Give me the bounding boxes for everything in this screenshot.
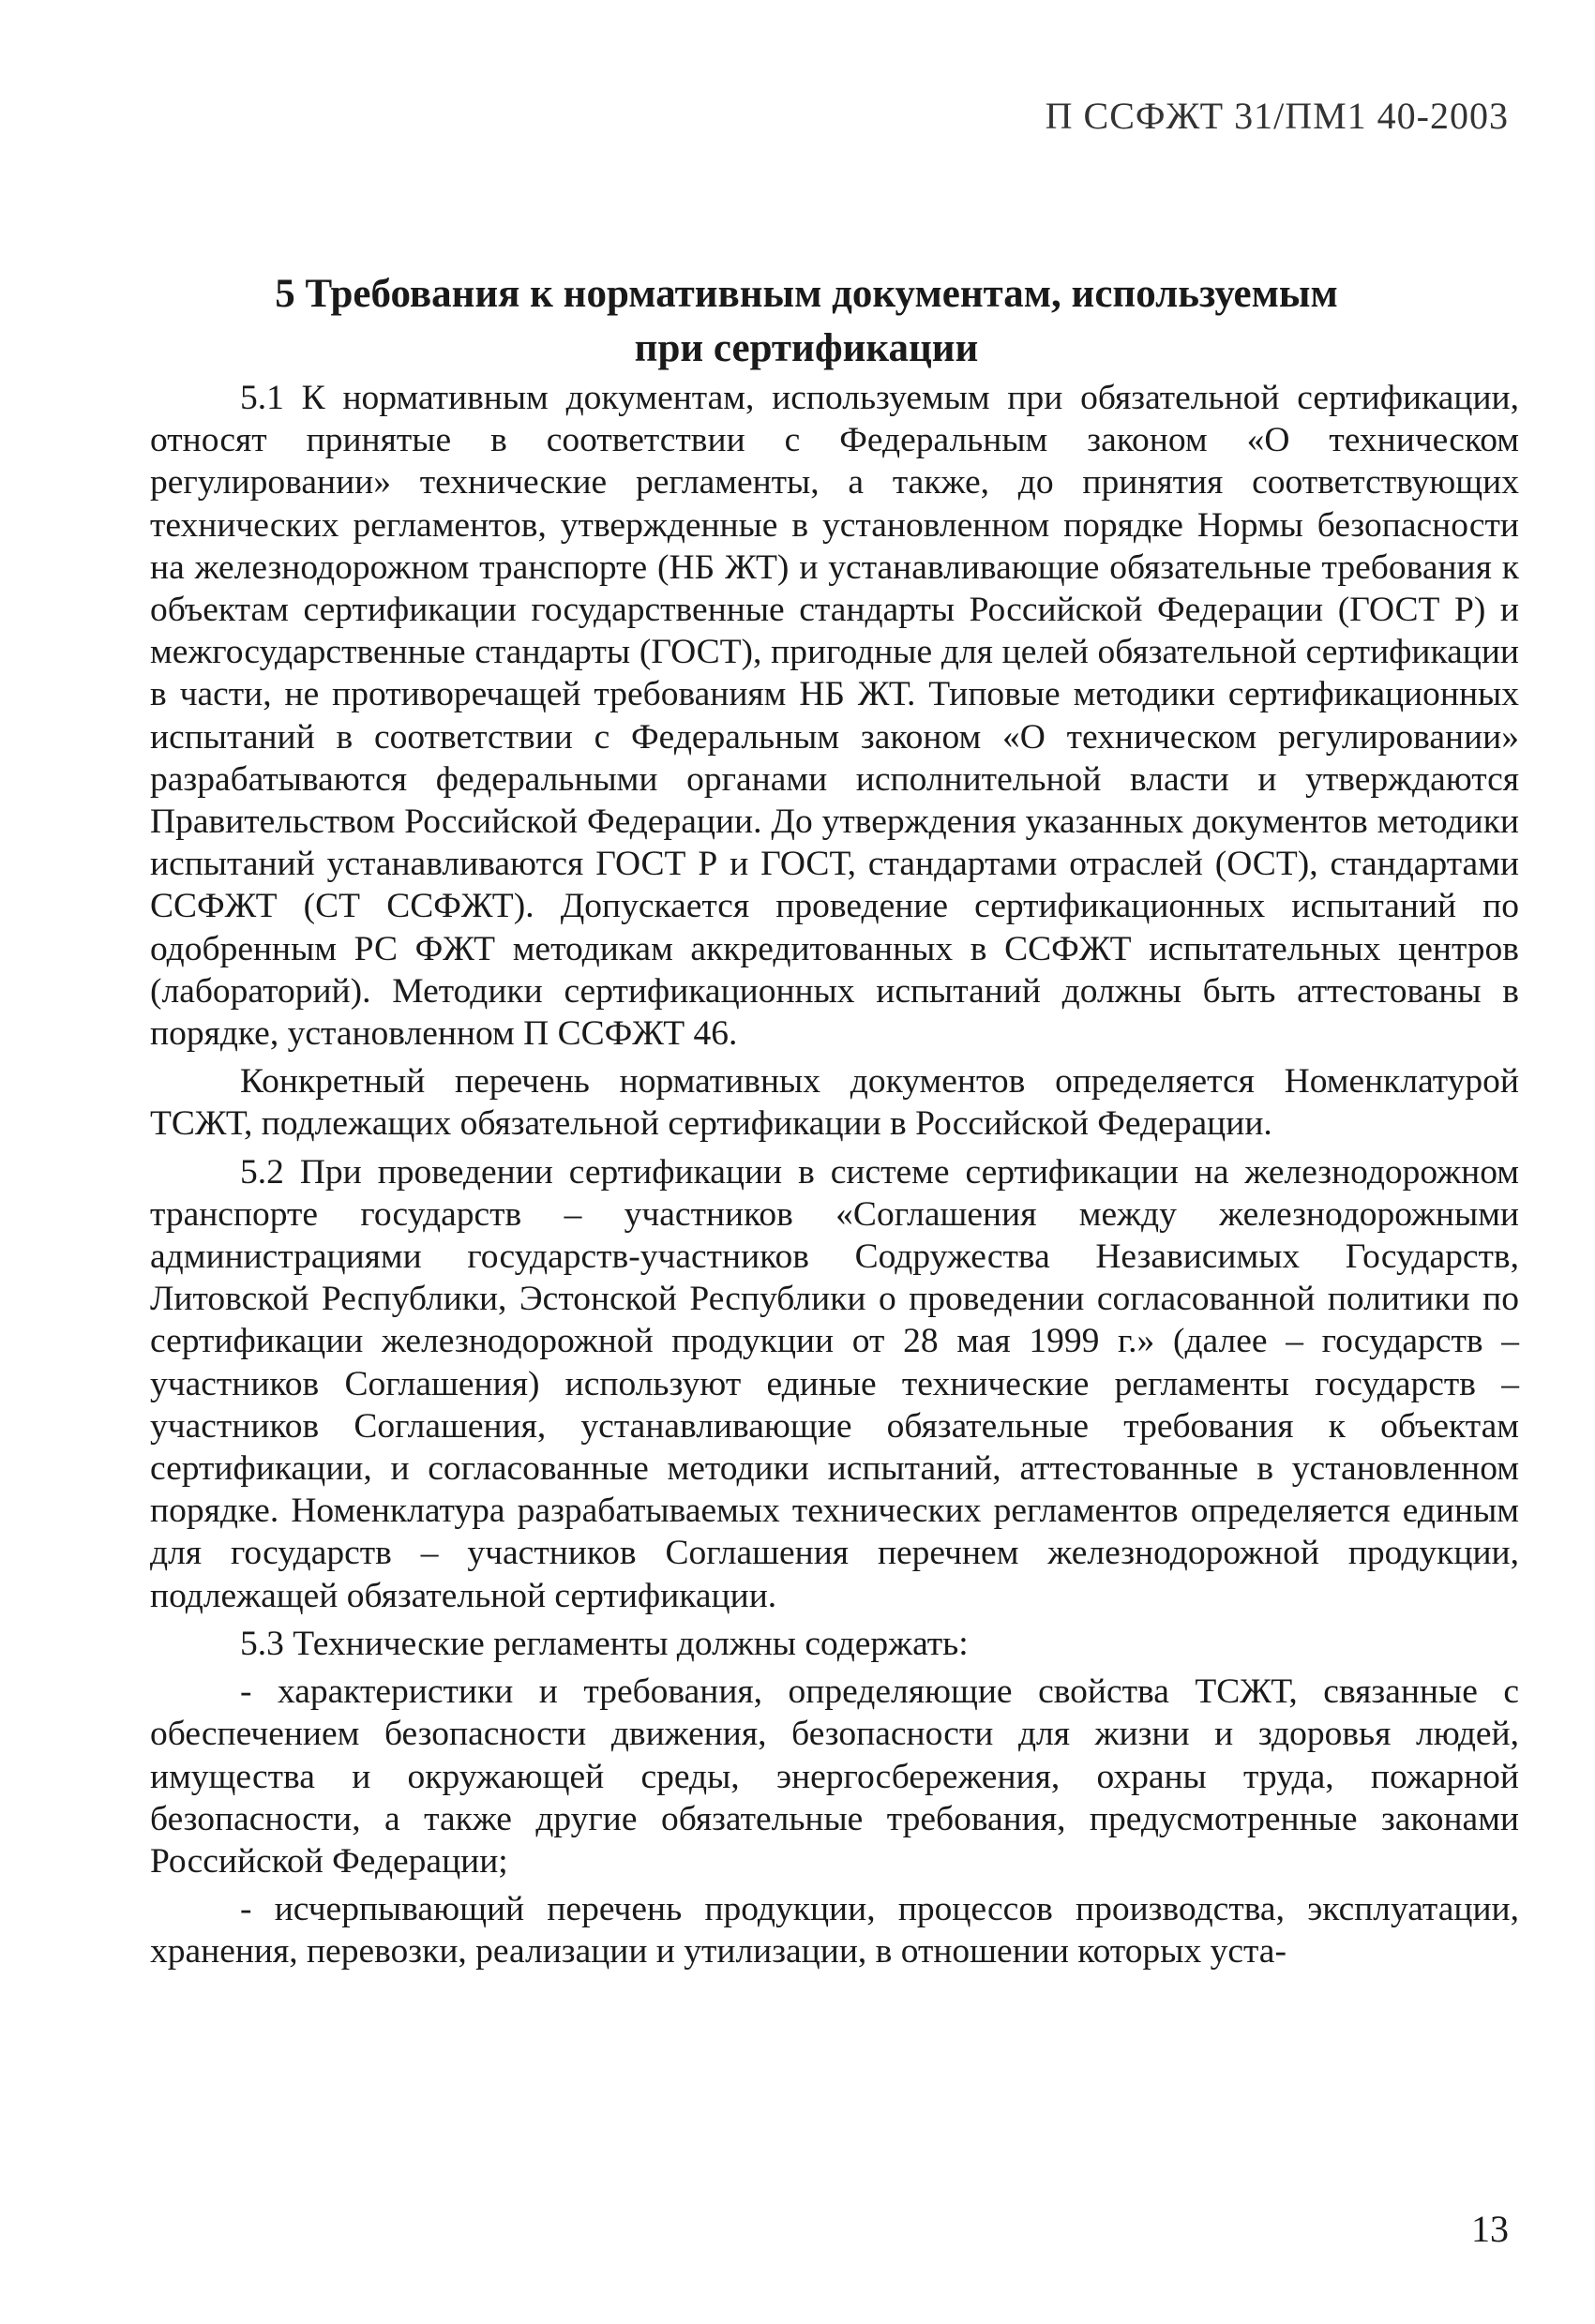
paragraph-5-3: 5.3 Технические регламенты должны содержать: [240, 1624, 969, 1663]
paragraph-5-1: 5.1 К нормативным документам, используемым при обязательной сертификации, относят принятые в соответствии с Федеральным законом «О техническом регулировании» технические регламенты, а также, до принятия соответствующих технических регламентов, утвержденные в установленном порядке Нормы безопасности на железнодорожном транспорте (НБ ЖТ) и устанавливающие обязательные требования к объектам сертификации государственные стандарты Российской Федерации (ГОСТ Р) и межгосударственные стандарты (ГОСТ), пригодные для целей обязательной сертификации в части, не противоречащей требованиям НБ ЖТ. Типовые методики сертификационных испытаний в соответствии с Федеральным законом «О техническом регулировании» разрабатываются федеральными органами исполнительной власти и утверждаются Правительством Российской Федерации. До утверждения указанных документов методики испытаний устанавливаются ГОСТ Р и ГОСТ, стандартами отраслей (ОСТ), стандартами ССФЖТ (СТ ССФЖТ). Допускается проведение сертификационных испытаний по одобренным РС ФЖТ методикам аккредитованных в ССФЖТ испытательных центров (лабораторий). Методики сертификационных испытаний должны быть аттестованы в порядке, установленном П ССФЖТ 46. [150, 379, 1519, 1054]
section-heading [150, 267, 1463, 376]
list-item-characteristics: - характеристики и требования, определяющие свойства ТСЖТ, связанные с обеспечением безопасности движения, безопасности для жизни и здоровья людей, имущества и окружающей среды, энергосбережения, охраны труда, пожарной безопасности, а также другие обязательные требования, предусмотренные законами Российской Федерации; [150, 1672, 1519, 1881]
page-number: 13 [1471, 2208, 1509, 2250]
document-code: П ССФЖТ 31/ПМ1 40-2003 [1045, 95, 1509, 137]
paragraph-5-1-nomenclature: Конкретный перечень нормативных документов определяется Номенклатурой ТСЖТ, подлежащих обязательной сертификации в Российской Федерации. [150, 1062, 1519, 1144]
section-title-line-2: при сертификации [634, 326, 979, 370]
list-item-product-list: - исчерпывающий перечень продукции, процессов производства, эксплуатации, хранения, перевозки, реализации и утилизации, в отношении которых уста- [150, 1890, 1519, 1972]
paragraph-5-2: 5.2 При проведении сертификации в системе сертификации на железнодорожном транспорте государств – участников «Соглашения между железнодорожными администрациями государств-участников Содружества Независимых Государств, Литовской Республики, Эстонской Республики о проведении согласованной политики по сертификации железнодорожной продукции от 28 мая 1999 г.» (далее – государств – участников Соглашения) используют единые технические регламенты государств – участников Соглашения, устанавливающие обязательные требования к объектам сертификации, и согласованные методики испытаний, аттестованные в установленном порядке. Номенклатура разрабатываемых технических регламентов определяется единым для государств – участников Соглашения перечнем железнодорожной продукции, подлежащей обязательной сертификации. [150, 1152, 1519, 1615]
section-title-line-1: 5 Требования к нормативным документам, используемым [275, 272, 1338, 316]
document-body [150, 377, 1519, 1973]
